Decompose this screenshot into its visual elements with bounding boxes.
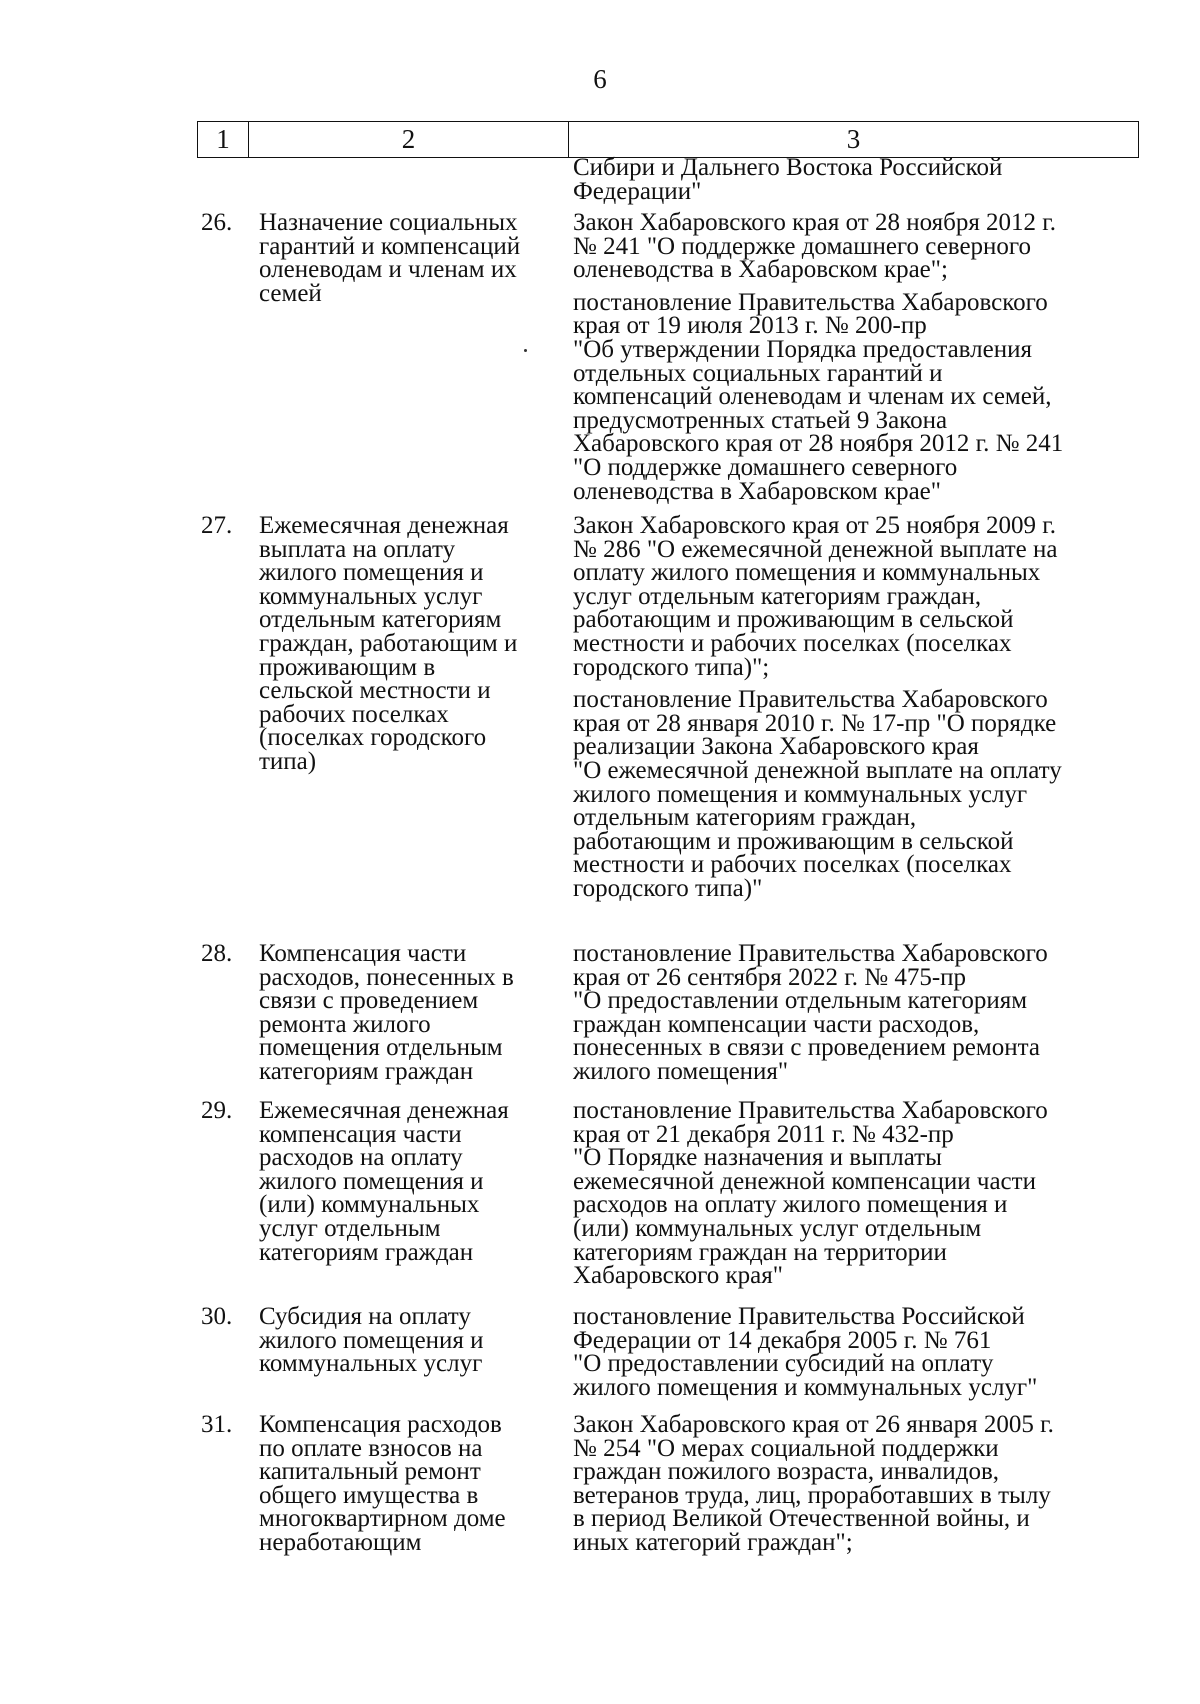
header-col-1: 1 (198, 122, 249, 157)
row-description: Компенсация расходов по оплате взносов на капитальный ремонт общего имущества в многоквартирном доме неработающим (259, 1411, 506, 1556)
legal-act: постановление Правительства Хабаровского края от 28 января 2010 г. № 17-пр "О порядке реализации Закона Хабаровского края "О ежемесячной денежной выплате на оплату жилого помещения и коммунальных услуг отдельным категориям граждан, работающим и проживающим в сельской местности и рабочих поселках (поселках городского типа)" (573, 686, 1062, 902)
row-acts (573, 514, 1143, 910)
row-description: Компенсация части расходов, понесенных в связи с проведением ремонта жилого помещения отдельным категориям граждан (259, 940, 514, 1085)
row-number: 30. (201, 1303, 233, 1330)
legal-act: постановление Правительства Хабаровского края от 19 июля 2013 г. № 200-пр "Об утверждении Порядка предоставления отдельных социальных гарантий и компенсаций оленеводам и членам их семей, предусмотренных статьей 9 Закона Хабаровского края от 28 ноября 2012 г. № 241 "О поддержке домашнего северного оленеводства в Хабаровском крае" (573, 288, 1064, 505)
row-description: Назначение социальных гарантий и компенсаций оленеводам и членам их семей (259, 209, 521, 307)
legal-act: Закон Хабаровского края от 25 ноября 2009 г. № 286 "О ежемесячной денежной выплате на оплату жилого помещения и коммунальных услуг отдельным категориям граждан, работающим и проживающим в сельской местности и рабочих поселках (поселках городского типа)"; (573, 512, 1058, 681)
scan-speck (524, 349, 527, 352)
row-description: Ежемесячная денежная выплата на оплату жилого помещения и коммунальных услуг отдельным категориям граждан, работающим и проживающим в сельской местности и рабочих поселках (поселках городского типа) (259, 512, 518, 775)
legal-act: Закон Хабаровского края от 26 января 2005 г. № 254 "О мерах социальной поддержки граждан пожилого возраста, инвалидов, ветеранов труда, лиц, проработавших в тылу в период Великой Отечественной войны, и иных категорий граждан"; (573, 1411, 1054, 1556)
row-number: 29. (201, 1097, 233, 1124)
page-number: 6 (593, 64, 607, 94)
row-acts (573, 1305, 1143, 1408)
row-number: 26. (201, 209, 233, 236)
row-acts (573, 211, 1143, 512)
continued-text: Сибири и Дальнего Востока Российской Федерации" (573, 154, 1003, 205)
row-description: Ежемесячная денежная компенсация части расходов на оплату жилого помещения и (или) коммунальных услуг отдельным категориям граждан (259, 1097, 509, 1266)
row-number: 31. (201, 1411, 233, 1438)
header-col-2: 2 (249, 122, 569, 157)
legal-act: постановление Правительства Хабаровского края от 21 декабря 2011 г. № 432-пр "О Порядке назначения и выплаты ежемесячной денежной компенсации части расходов на оплату жилого помещения и (или) коммунальных услуг отдельным категориям граждан на территории Хабаровского края" (573, 1097, 1048, 1290)
row-description: Субсидия на оплату жилого помещения и коммунальных услуг (259, 1303, 484, 1378)
row-acts (573, 1413, 1143, 1564)
table-header (197, 121, 1139, 158)
row-acts (573, 1099, 1143, 1297)
row-number: 27. (201, 512, 233, 539)
legal-act: постановление Правительства Хабаровского края от 26 сентября 2022 г. № 475-пр "О предоставлении отдельным категориям граждан компенсации части расходов, понесенных в связи с проведением ремонта жилого помещения" (573, 940, 1048, 1085)
legal-act: постановление Правительства Российской Федерации от 14 декабря 2005 г. № 761 "О предоставлении субсидий на оплату жилого помещения и коммунальных услуг" (573, 1303, 1038, 1401)
row-number: 28. (201, 940, 233, 967)
legal-act: Закон Хабаровского края от 28 ноября 2012 г. № 241 "О поддержке домашнего северного оленеводства в Хабаровском крае"; (573, 209, 1056, 284)
row-acts (573, 942, 1143, 1093)
header-col-3: 3 (846, 124, 861, 154)
